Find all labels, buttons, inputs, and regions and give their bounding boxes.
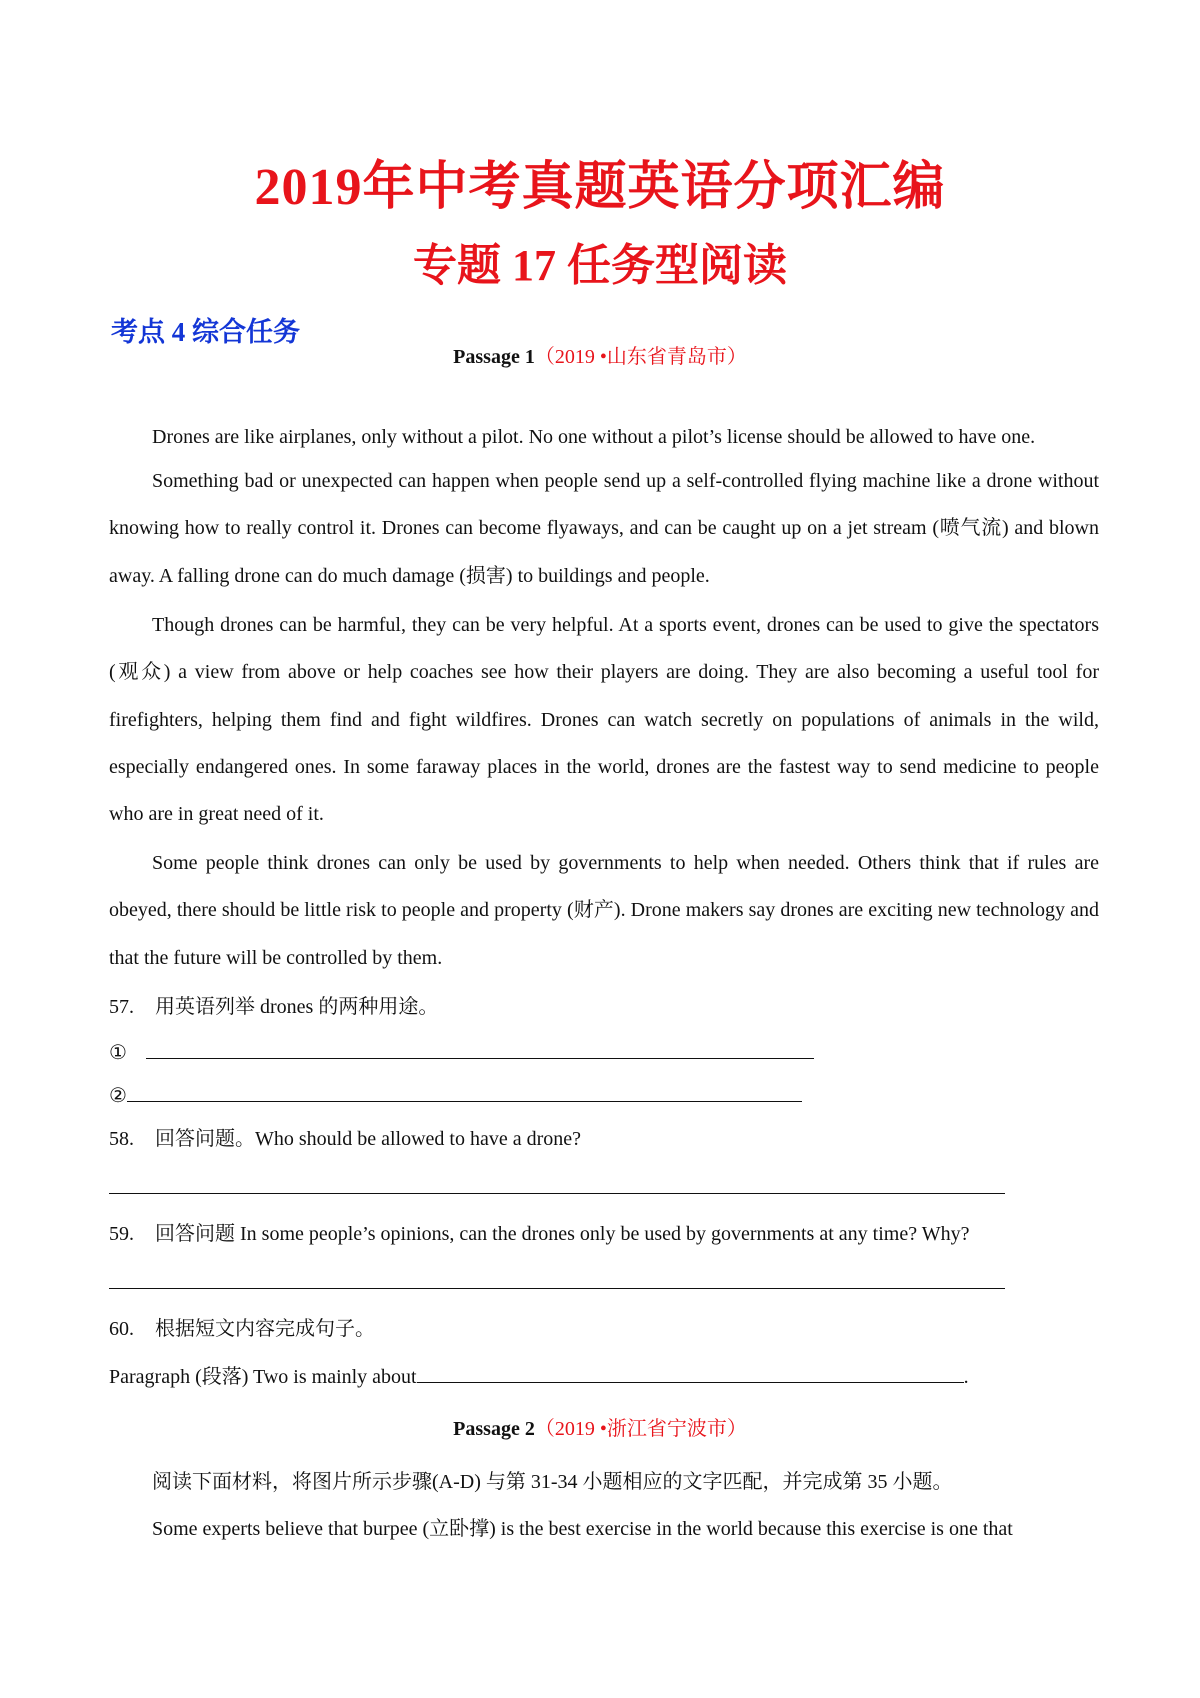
passage2-name: Passage 2 — [453, 1418, 535, 1440]
sentence-prefix: Paragraph (段落) Two is mainly about — [109, 1366, 417, 1388]
answer-line-57-1 — [109, 1038, 814, 1067]
passage2-instruction: 阅读下面材料，将图片所示步骤(A-D) 与第 31-34 小题相应的文字匹配，并完成第 35 小题。 — [152, 1471, 953, 1493]
question-60 — [109, 1315, 375, 1343]
passage2-paragraph-1: Some experts believe that burpee (立卧撑) is the best exercise in the world because this exercise is one that — [152, 1518, 1013, 1540]
passage1-heading — [0, 343, 1200, 371]
passage1-paragraph-2: Something bad or unexpected can happen when people send up a self-controlled flying machine like a drone without knowing how to really control it. Drones can become flyaways, and can be caught up on a jet stream (喷气流) and blown away. A falling drone can do much damage (损害) to buildings and people. — [109, 470, 1099, 587]
question-number: 58. — [109, 1128, 134, 1150]
question-58 — [109, 1125, 581, 1153]
question-text: 回答问题。Who should be allowed to have a drone? — [155, 1128, 582, 1150]
circled-one-marker: ① — [109, 1042, 127, 1064]
passage1-paragraph-4: Some people think drones can only be used by governments to help when needed. Others think that if rules are obeyed, there should be little risk to people and property (财产). Drone makers say drones are exciting new technology and that the future will be controlled by them. — [109, 852, 1099, 969]
passage2-heading — [0, 1415, 1200, 1443]
passage1-name: Passage 1 — [453, 346, 535, 368]
passage1-paragraph-1: Drones are like airplanes, only without a pilot. No one without a pilot’s license should be allowed to have one. — [152, 426, 1036, 448]
question-text: 用英语列举 drones 的两种用途。 — [155, 996, 439, 1018]
question-number: 57. — [109, 996, 134, 1018]
question-text: 回答问题 In some people’s opinions, can the drones only be used by governments at any time? Why? — [155, 1223, 970, 1245]
section-heading: 考点 4 综合任务 — [111, 317, 300, 347]
answer-line-59[interactable] — [109, 1288, 1005, 1289]
passage1-paragraph-3: Though drones can be harmful, they can be very helpful. At a sports event, drones can be used to give the spectators (观众) a view from above or help coaches see how their players are doing. They are also becoming a useful tool for firefighters, helping them find and fight wildfires. Drones can watch secretly on populations of animals in the wild, especially endangered ones. In some faraway places in the world, drones are the fastest way to send medicine to people who are in great need of it. — [109, 614, 1099, 826]
document-title: 2019年中考真题英语分项汇编 — [254, 159, 946, 216]
answer-line-58[interactable] — [109, 1193, 1005, 1194]
circled-two-marker: ② — [109, 1085, 127, 1107]
question-57 — [109, 993, 438, 1021]
question-number: 60. — [109, 1318, 134, 1340]
answer-blank[interactable] — [127, 1081, 802, 1102]
sentence-suffix: . — [963, 1366, 969, 1388]
question-number: 59. — [109, 1223, 134, 1245]
answer-blank[interactable] — [417, 1362, 964, 1383]
question-text: 根据短文内容完成句子。 — [155, 1318, 375, 1340]
answer-line-57-2 — [109, 1081, 802, 1110]
passage2-source: （2019 •浙江省宁波市） — [534, 1418, 747, 1440]
answer-blank[interactable] — [146, 1038, 814, 1059]
question-59 — [109, 1220, 969, 1248]
answer-line-60 — [109, 1362, 969, 1391]
passage1-source: （2019 •山东省青岛市） — [534, 346, 747, 368]
document-subtitle: 专题 17 任务型阅读 — [413, 241, 787, 290]
